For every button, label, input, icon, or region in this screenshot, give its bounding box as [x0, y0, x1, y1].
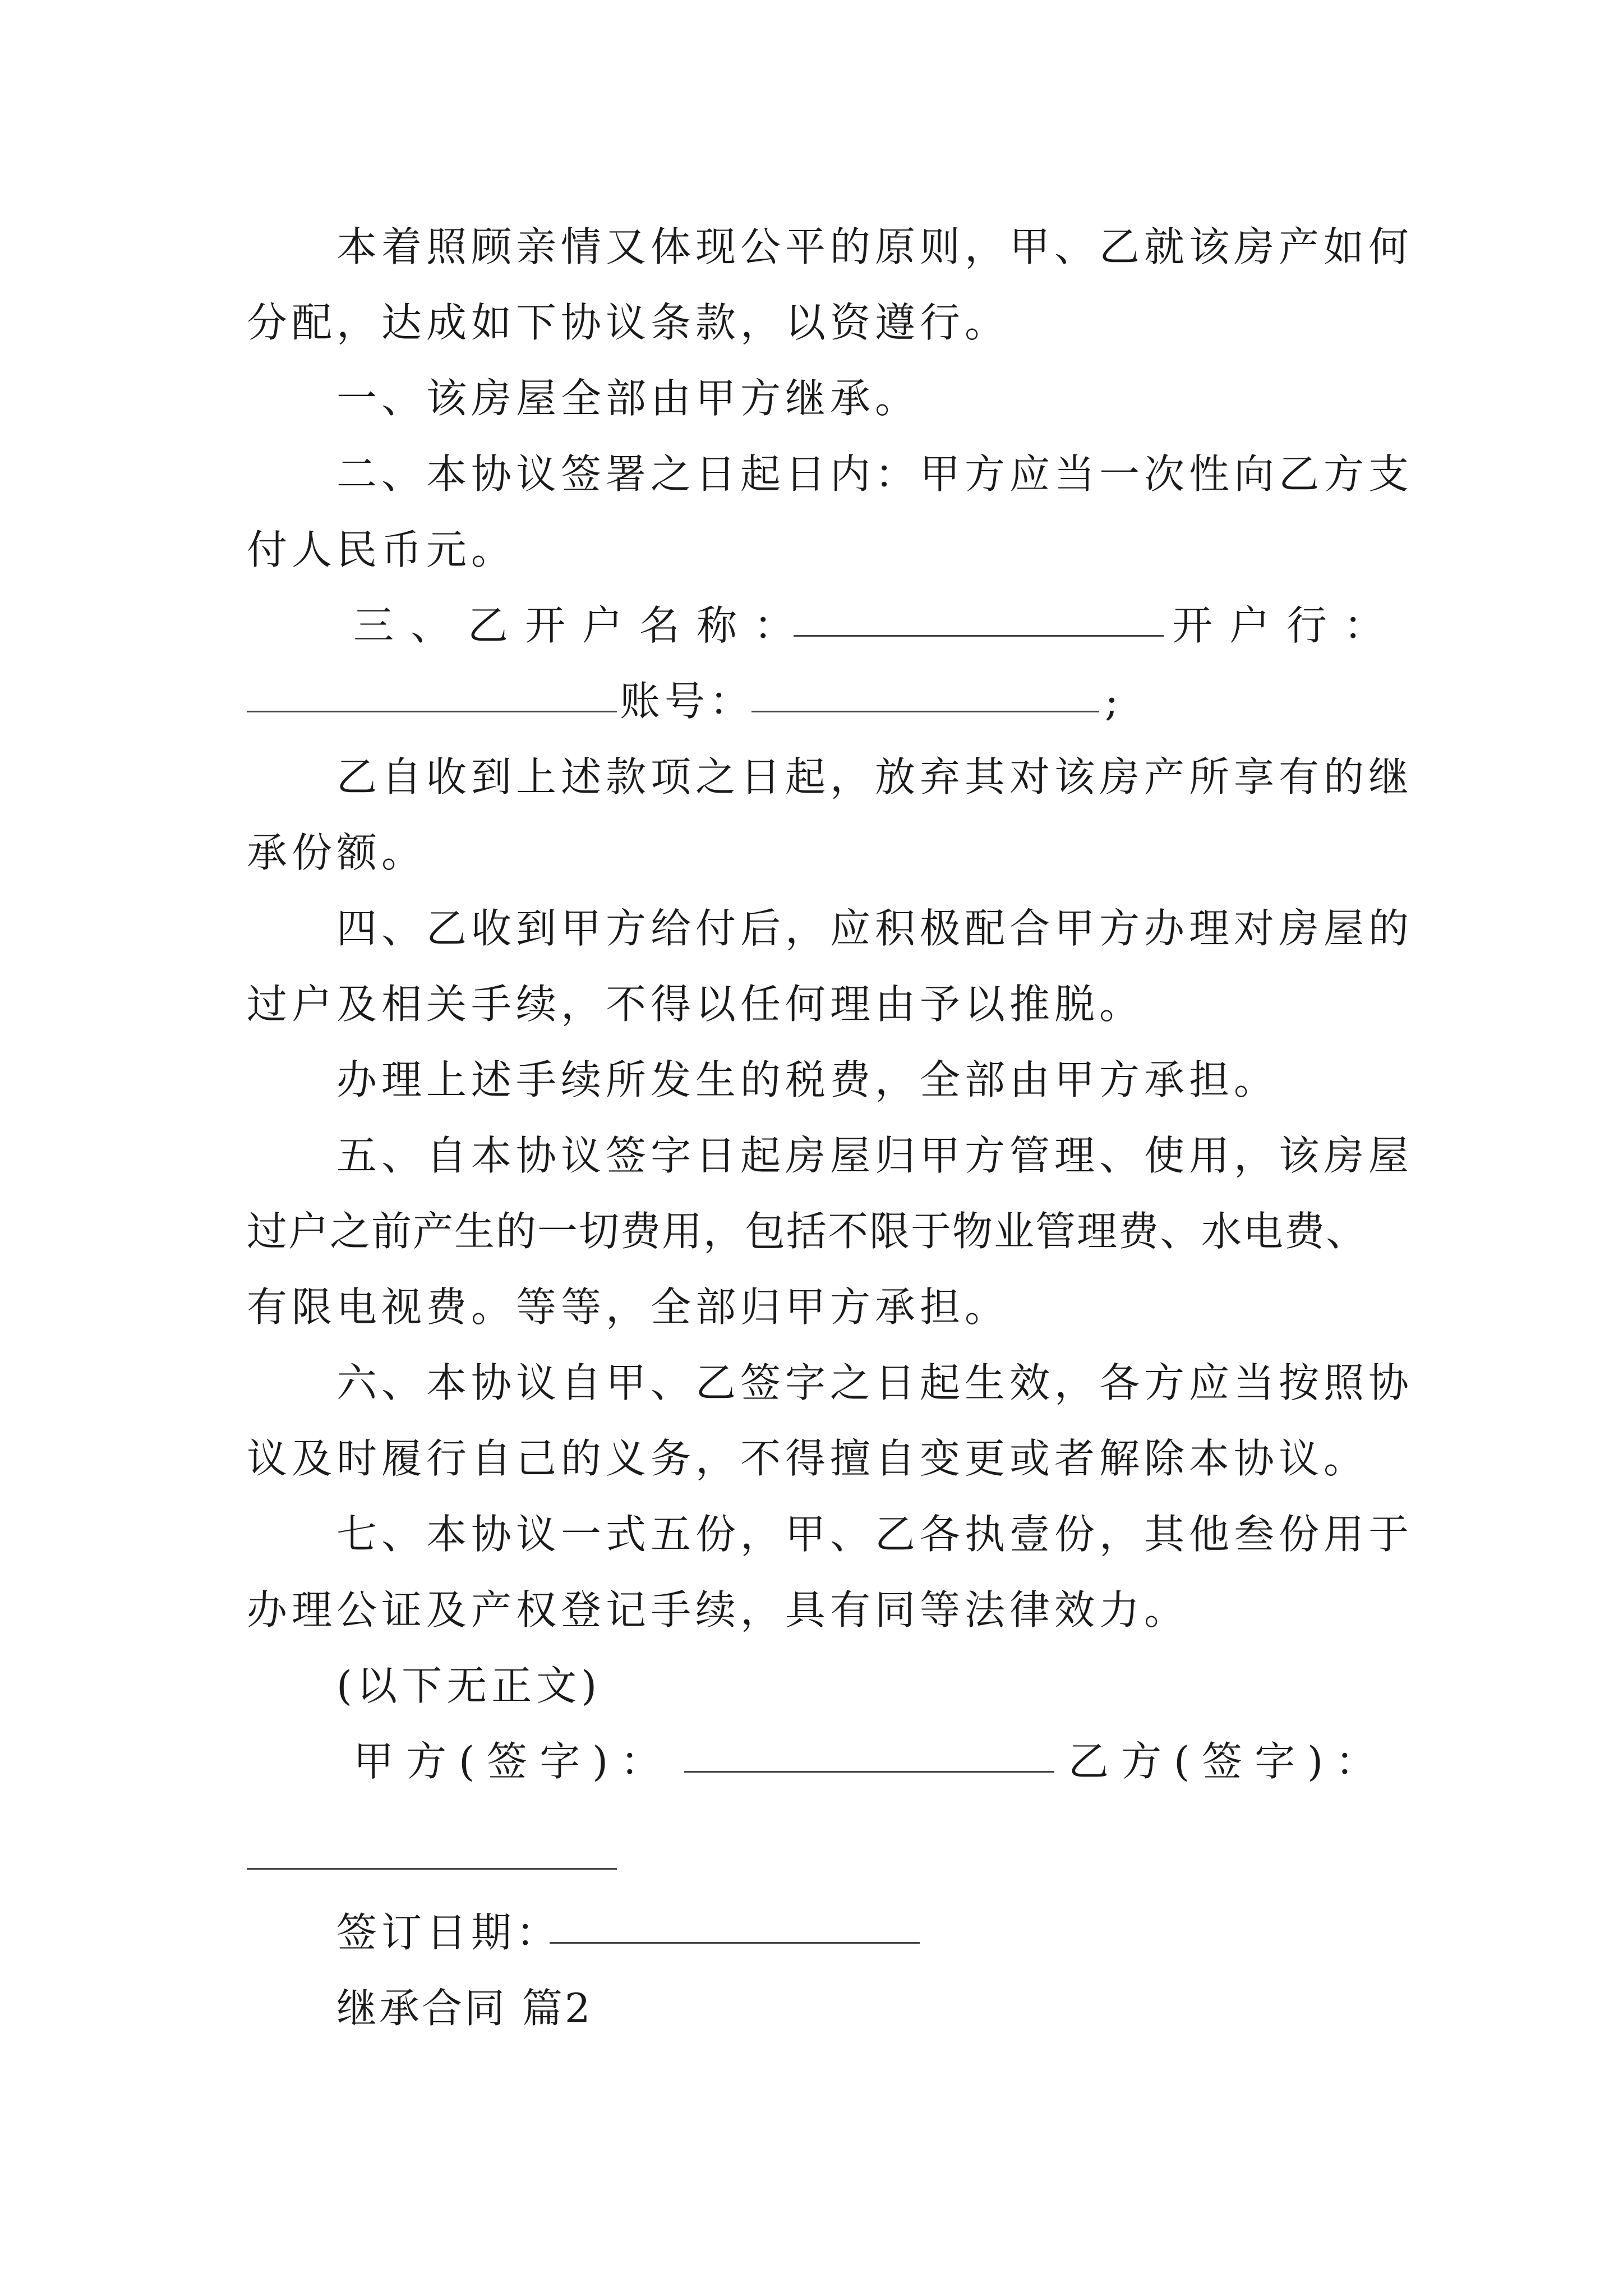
paragraph-line: 承份额。	[247, 829, 427, 876]
clause-4-line: 四、乙收到甲方给付后，应积极配合甲方办理对房屋的	[336, 905, 1414, 952]
sign-date-label: 签订日期：	[336, 1909, 561, 1956]
clause-2-line: 二、本协议签署之日起日内：甲方应当一次性向乙方支	[336, 450, 1414, 498]
signature-line	[353, 1736, 1389, 1787]
clause-2-line: 付人民币元。	[247, 526, 517, 573]
party-b-label: 乙方(签字)：	[1068, 1738, 1389, 1785]
clause-5-line: 过户之前产生的一切费用，包括不限于物业管理费、水电费、	[247, 1208, 1368, 1255]
party-b-signature-blank[interactable]	[247, 1868, 617, 1870]
account-name-blank[interactable]	[794, 600, 1164, 637]
bank-blank[interactable]	[247, 676, 617, 712]
clause-7-line: 七、本协议一式五份，甲、乙各执壹份，其他叁份用于	[336, 1511, 1414, 1558]
bank-label: 开户行：	[1172, 602, 1401, 649]
party-a-signature-blank[interactable]	[684, 1736, 1054, 1773]
paragraph-line: 本着照顾亲情又体现公平的原则，甲、乙就该房产如何	[336, 223, 1414, 270]
paragraph-line: 办理上述手续所发生的税费，全部由甲方承担。	[336, 1056, 1279, 1103]
clause-6-line: 六、本协议自甲、乙签字之日起生效，各方应当按照协	[336, 1359, 1414, 1406]
clause-6-line: 议及时履行自己的义务，不得擅自变更或者解除本协议。	[247, 1435, 1369, 1482]
no-further-text-note: (以下无正文)	[336, 1662, 602, 1709]
account-no-blank[interactable]	[751, 676, 1099, 712]
end-mark: ;	[1105, 678, 1123, 725]
next-section-title: 继承合同 篇2	[336, 1985, 593, 2032]
clause-3-line	[353, 600, 1401, 651]
sign-date-line	[336, 1907, 1380, 1958]
account-name-label: 三、乙开户名称：	[353, 602, 811, 649]
clause-1: 一、该房屋全部由甲方继承。	[336, 375, 920, 422]
clause-3-line	[247, 676, 1380, 726]
clause-4-line: 过户及相关手续，不得以任何理由予以推脱。	[247, 981, 1145, 1028]
clause-5-line: 五、自本协议签字日起房屋归甲方管理、使用，该房屋	[336, 1132, 1414, 1179]
paragraph-line: 乙自收到上述款项之日起，放弃其对该房产所享有的继	[336, 753, 1414, 800]
party-a-label: 甲方(签字)：	[353, 1738, 674, 1785]
sign-date-blank[interactable]	[550, 1907, 920, 1944]
account-no-label: 账号：	[620, 678, 755, 725]
clause-5-line: 有限电视费。等等，全部归甲方承担。	[247, 1283, 1010, 1331]
clause-7-line: 办理公证及产权登记手续，具有同等法律效力。	[247, 1586, 1189, 1634]
paragraph-line: 分配，达成如下协议条款，以资遵行。	[247, 299, 1010, 346]
